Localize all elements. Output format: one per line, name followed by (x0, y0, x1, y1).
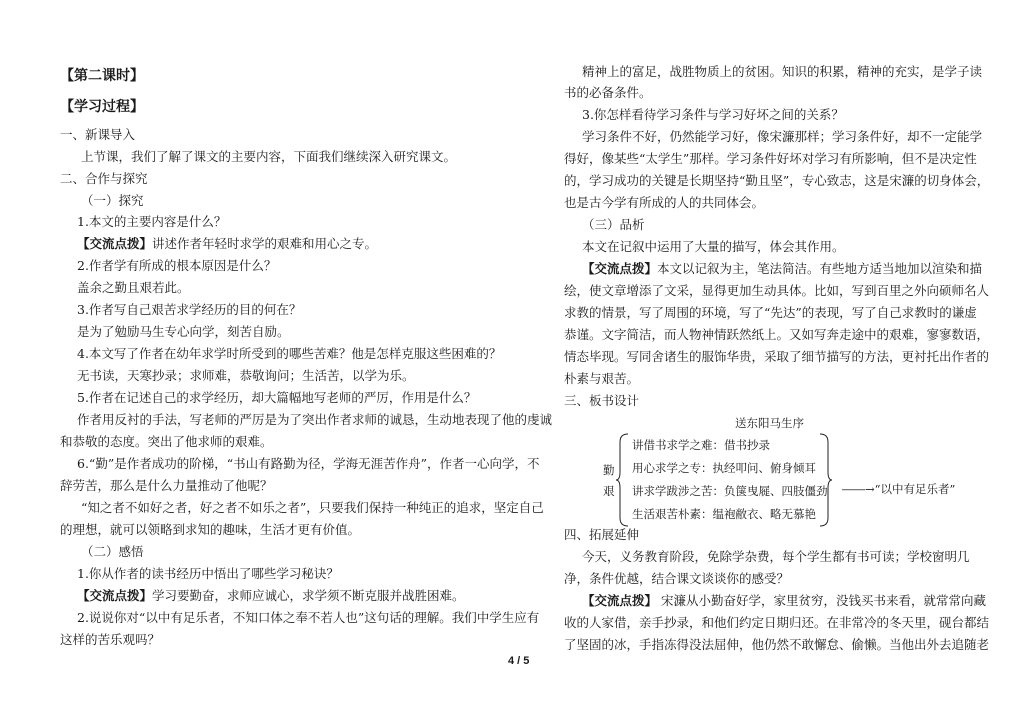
answer: 【交流点拨】学习要勤奋，求师应诚心，求学须不断克服并战胜困难。 (77, 588, 465, 603)
question: 1.你从作者的读书经历中悟出了哪些学习秘诀？ (77, 566, 339, 581)
answer: 【交流点拨】本文以记叙为主，笔法简洁。有些地方适当地加以渲染和描 (582, 261, 983, 276)
answer: 的理想，就可以领略到求知的趣味，生活才更有价值。 (60, 522, 361, 537)
answer: 也是古今学有所成的人的共同体会。 (564, 195, 765, 210)
answer: “知之者不如好之者，好之者不如乐之者”，只要我们保持一种纯正的追求，坚定自己 (81, 500, 544, 515)
question: 这样的苦乐观吗？ (60, 632, 161, 647)
tip-label: 【交流点拨】 (582, 261, 658, 276)
paragraph: 本文在记叙中运用了大量的描写，体会其作用。 (582, 239, 845, 254)
answer: 了坚固的冰，手指冻得没法屈伸，他仍然不敢懈怠、偷懒。当他出外去追随老 (564, 637, 990, 652)
tip-label: 【交流点拨】 (582, 593, 658, 608)
subsection-heading: （三）品析 (582, 217, 645, 232)
answer: 是为了勉励马生专心向学，刻苦自励。 (77, 324, 290, 339)
page-number: 4 / 5 (508, 655, 530, 667)
question: 辞劳苦，那么是什么力量推动了他呢？ (60, 478, 273, 493)
board-item: 用心求学之专：执经叩问、俯身倾耳 (632, 461, 816, 475)
subsection-heading: （一）探究 (81, 193, 144, 208)
answer: 作者用反衬的手法，写老师的严厉是为了突出作者求师的诚恳，生动地表现了他的虔诚 (77, 412, 553, 427)
answer: 和恭敬的态度。突出了他求师的艰难。 (60, 434, 273, 449)
section-heading: 一、新课导入 (60, 127, 136, 142)
tip-label: 【交流点拨】 (77, 588, 153, 603)
question: 2.说说你对“以中有足乐者，不知口体之奉不若人也”这句话的理解。我们中学生应有 (77, 610, 540, 625)
answer: 求教的情景，写了周围的环境，写了“先达”的表现，写了自己求教时的谦虚 (564, 305, 977, 320)
process-heading: 【学习过程】 (60, 99, 144, 115)
answer: 情态毕现。写同舍诸生的服饰华贵，采取了细节描写的方法，更衬托出作者的 (564, 349, 990, 364)
section-heading: 二、合作与探究 (60, 171, 148, 186)
question: 5.作者在记述自己的求学经历，却大篇幅地写老师的严厉，作用是什么？ (77, 390, 477, 405)
board-item: 生活艰苦朴素：缊袍敝衣、略无慕艳 (632, 507, 816, 521)
answer: 朴素与艰苦。 (564, 371, 640, 386)
subsection-heading: （二）感悟 (81, 544, 144, 559)
answer: 学习条件不好，仍然能学习好，像宋濂那样；学习条件好，却不一定能学 (582, 129, 983, 144)
board-title: 送东阳马生序 (735, 416, 804, 430)
answer: 无书读，天寒抄录；求师难，恭敬询问；生活苦，以学为乐。 (77, 368, 415, 383)
paragraph: 今天，义务教育阶段，免除学杂费，每个学生都有书可读；学校窗明几 (582, 549, 970, 564)
answer: 收的人家借，亲手抄录，和他们约定日期归还。在非常冷的冬天里，砚台都结 (564, 615, 990, 630)
question: 4.本文写了作者在幼年求学时所受到的哪些苦难？他是怎样克服这些困难的？ (77, 346, 502, 361)
answer: 得好，像某些“太学生”那样。学习条件好坏对学习有所影响，但不是决定性 (564, 151, 977, 166)
left-brace (616, 432, 630, 528)
board-label-qin: 勤 (603, 463, 615, 477)
answer: 盖余之勤且艰若此。 (77, 280, 190, 295)
answer: 【交流点拨】 宋濂从小勤奋好学，家里贫穷，没钱买书来看，就常常向藏 (582, 593, 986, 608)
paragraph: 精神上的富足，战胜物质上的贫困。知识的积累，精神的充实，是学子读 (582, 64, 983, 79)
question: 2.作者学有所成的根本原因是什么？ (77, 258, 277, 273)
paragraph: 净，条件优越，结合课文谈谈你的感受？ (564, 571, 790, 586)
board-item: 讲求学跋涉之苦：负箧曳屣、四肢僵劲 (632, 484, 828, 498)
section-heading: 三、板书设计 (564, 393, 640, 408)
question: 3.你怎样看待学习条件与学习好坏之间的关系？ (582, 107, 844, 122)
lesson-heading: 【第二课时】 (60, 68, 144, 84)
paragraph: 上节课，我们了解了课文的主要内容，下面我们继续深入研究课文。 (81, 149, 457, 164)
board-item: 讲借书求学之难：借书抄录 (632, 438, 770, 452)
answer: 的，学习成功的关键是长期坚持“勤且坚”，专心致志，这是宋濂的切身体会， (564, 173, 990, 188)
paragraph: 书的必备条件。 (564, 85, 652, 100)
answer: 绘，使文章增添了文采，显得更加生动具体。比如，写到百里之外向硕师名人 (564, 283, 990, 298)
right-brace (818, 432, 832, 528)
question: 1.本文的主要内容是什么？ (77, 214, 227, 229)
question: 6.“勤”是作者成功的阶梯，“书山有路勤为径，学海无涯苦作舟”，作者一心向学，不 (77, 456, 540, 471)
section-heading: 四、拓展延伸 (564, 527, 640, 542)
board-label-jian: 艰 (603, 484, 615, 498)
tip-label: 【交流点拨】 (77, 236, 153, 251)
answer: 恭谨。文字简洁，而人物神情跃然纸上。又如写奔走途中的艰难，寥寥数语， (564, 327, 990, 342)
question: 3.作者写自己艰苦求学经历的目的何在？ (77, 302, 302, 317)
answer: 【交流点拨】讲述作者年轻时求学的艰难和用心之专。 (77, 236, 378, 251)
board-conclusion: ――→“以中有足乐者” (842, 482, 956, 496)
